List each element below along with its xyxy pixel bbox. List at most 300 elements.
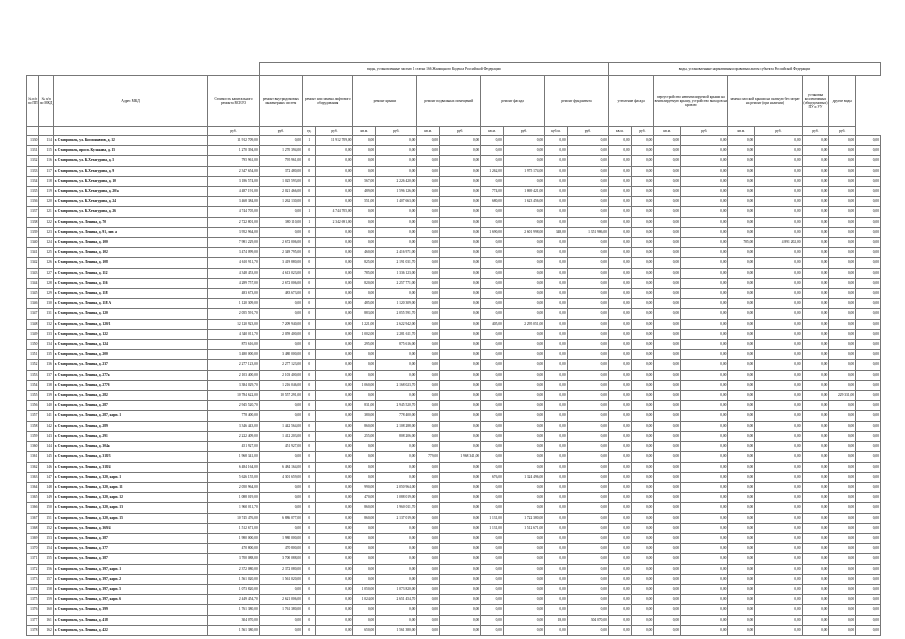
row-cell: 451 927,00 [208,442,260,452]
row-cell: 0 [303,319,316,329]
row-cell: 0,00 [545,360,568,370]
row-cell: 0,00 [440,391,481,401]
row-cell: 0,00 [631,482,654,492]
row-cell: 0,00 [545,442,568,452]
row-cell: 0,00 [631,360,654,370]
row-cell: 1 960 011,70 [208,503,260,513]
row-cell: 1 761 380,00 [208,605,260,615]
row-cell: 0,00 [631,268,654,278]
row-sub-number: 155 [39,554,53,564]
row-cell: 0,00 [608,329,631,339]
row-cell: 0,00 [353,574,376,584]
row-cell: 0,00 [755,472,802,482]
row-cell: 0,00 [503,442,544,452]
row-cell: 0,00 [503,146,544,156]
row-cell: 0,00 [567,156,608,166]
row-cell: 0,00 [316,309,353,319]
row-cell: 0,00 [681,564,728,574]
row-cell: 0,00 [440,584,481,594]
row-cell: 0,00 [856,146,881,156]
row-cell: 0,00 [417,370,440,380]
row-cell: 0,00 [856,207,881,217]
row-cell: 0,00 [631,544,654,554]
unit-cell: руб. [802,127,829,136]
row-cell: 0,00 [376,238,417,248]
row-cell: 0,00 [728,227,755,237]
row-cell: 0,00 [654,197,681,207]
row-cell: 3 700 088,00 [208,554,260,564]
row-cell: 0,00 [417,554,440,564]
row-cell: 0,00 [545,554,568,564]
row-cell: 0,00 [259,340,302,350]
row-cell: 0,00 [608,187,631,197]
row-cell: 0,00 [417,605,440,615]
row-cell: 0,00 [417,176,440,186]
row-cell: 0,00 [608,431,631,441]
row-cell: 0,00 [353,472,376,482]
row-number: 1330 [27,136,39,146]
row-cell: 0,00 [802,360,829,370]
row-number: 1335 [27,187,39,197]
table-row [27,533,881,543]
row-cell: 0,00 [681,523,728,533]
row-cell: 0,00 [681,207,728,217]
table-row [27,554,881,564]
row-cell: 0,00 [654,625,681,635]
row-number: 1336 [27,197,39,207]
row-address: г. Ставрополь, ул. К.Хетагурова, д. 20/а [53,187,208,197]
row-cell: 0,00 [567,319,608,329]
row-cell: 0,00 [755,391,802,401]
row-number: 1339 [27,227,39,237]
row-address: г. Ставрополь, ул. Ленина, д. 318/3 [53,452,208,462]
row-cell: 0,00 [417,513,440,523]
row-cell: 0,00 [608,584,631,594]
row-cell: 0,00 [681,421,728,431]
table-row [27,391,881,401]
row-cell: 0,00 [376,370,417,380]
row-cell: 0,00 [654,309,681,319]
row-cell: 0,00 [654,523,681,533]
row-cell: 0,00 [316,238,353,248]
row-cell: 0,00 [440,370,481,380]
row-cell: 0,00 [440,227,481,237]
table-row [27,176,881,186]
row-cell: 1 761 380,00 [259,605,302,615]
row-cell: 0,00 [802,370,829,380]
row-address: г. Ставрополь, ул. Ленина, д. 102 [53,248,208,258]
row-cell: 0,00 [829,472,856,482]
row-cell: 2 191 031,70 [376,258,417,268]
row-cell: 0,00 [608,574,631,584]
row-cell: 0,00 [654,615,681,625]
row-cell: 0,00 [316,584,353,594]
row-cell: 0,00 [654,289,681,299]
row-number: 1367 [27,513,39,523]
row-cell: 0,00 [440,595,481,605]
row-sub-number: 116 [39,156,53,166]
row-cell: 0,00 [353,166,376,176]
row-cell: 0,00 [353,391,376,401]
row-cell: 0,00 [631,350,654,360]
row-cell: 0,00 [608,595,631,605]
row-cell: 0,00 [440,493,481,503]
row-cell: 0,00 [631,340,654,350]
row-cell: 0,00 [728,136,755,146]
row-cell: 0,00 [802,625,829,635]
row-cell: 0,00 [631,187,654,197]
row-cell: 0,00 [417,533,440,543]
row-cell: 0,00 [681,248,728,258]
table-row [27,319,881,329]
row-sub-number: 151 [39,513,53,523]
row-cell: 0,00 [567,472,608,482]
table-row [27,615,881,625]
row-cell: 0,00 [567,176,608,186]
row-cell: 0,00 [654,411,681,421]
row-cell: 0,00 [654,268,681,278]
row-number: 1365 [27,493,39,503]
row-cell: 0,00 [567,299,608,309]
row-cell: 0,00 [802,258,829,268]
row-cell: 1 120 309,00 [208,299,260,309]
row-cell: 0,00 [755,156,802,166]
row-cell: 0,00 [608,268,631,278]
row-cell: 0,00 [417,299,440,309]
row-cell: 0,00 [567,309,608,319]
row-cell: 470,00 [353,493,376,503]
row-sub-number: 140 [39,401,53,411]
row-number: 1363 [27,472,39,482]
row-cell: 0,00 [631,207,654,217]
row-cell: 0,00 [503,584,544,594]
row-cell: 0,00 [353,289,376,299]
row-cell: 0,00 [316,554,353,564]
row-cell: 0,00 [481,493,504,503]
row-cell: 0,00 [856,462,881,472]
row-cell: 0,00 [755,533,802,543]
row-cell: 0,00 [654,207,681,217]
row-cell: 0,00 [608,248,631,258]
header-col-flat-roof: замена плоской крыши на скатную без затрат на ремонт (при наличии) [728,76,802,127]
row-cell: 0,00 [728,319,755,329]
row-cell: 18,00 [545,615,568,625]
row-cell: 0,00 [829,309,856,319]
row-cell: 0,00 [608,493,631,503]
row-cell: 0,00 [503,533,544,543]
row-cell: 0,00 [567,248,608,258]
row-cell: 0,00 [567,238,608,248]
row-cell: 0,00 [376,156,417,166]
row-cell: 1 512 671,00 [503,523,544,533]
row-cell: 3 700 088,00 [259,554,302,564]
row-cell: 831,00 [353,401,376,411]
row-cell: 0,00 [417,319,440,329]
table-row [27,217,881,227]
row-cell: 0,00 [417,207,440,217]
row-cell: 0,00 [802,187,829,197]
row-cell: 0,00 [856,625,881,635]
row-cell: 0,00 [681,503,728,513]
row-cell: 0,00 [856,238,881,248]
row-cell: 0,00 [608,258,631,268]
row-address: г. Ставрополь, ул. Ленина, д. 397, корп. 6 [53,595,208,605]
row-cell: 0,00 [681,554,728,564]
row-cell: 0,00 [545,523,568,533]
row-cell: 1 623 456,00 [503,197,544,207]
row-cell: 0,00 [654,442,681,452]
row-cell: 0,00 [481,533,504,543]
header-col-cost: Стоимость капитального ремонта ВСЕГО [208,76,260,127]
row-cell: 0,00 [728,513,755,523]
row-cell: 0,00 [481,482,504,492]
row-cell: 0,00 [728,401,755,411]
row-cell: 0,00 [316,503,353,513]
row-cell: 0,00 [802,411,829,421]
table-row [27,227,881,237]
row-cell: 0,00 [440,482,481,492]
row-number: 1358 [27,421,39,431]
row-cell: 0,00 [417,350,440,360]
row-cell: 0,00 [856,472,881,482]
row-cell: 0,00 [728,554,755,564]
row-cell: 0,00 [856,299,881,309]
row-cell: 0,00 [802,442,829,452]
row-cell: 0,00 [417,340,440,350]
row-cell: 0,00 [856,503,881,513]
row-cell: 1 060,00 [353,380,376,390]
row-cell: 0,00 [545,136,568,146]
row-cell: 0,00 [802,227,829,237]
table-row [27,421,881,431]
row-cell: 0,00 [802,533,829,543]
row-cell: 0,00 [681,238,728,248]
row-cell: 1 980 000,00 [208,533,260,543]
unit-cell: кв.м. [353,127,376,136]
row-cell: 0,00 [829,442,856,452]
row-cell: 0,00 [856,278,881,288]
row-cell: 0,00 [802,472,829,482]
row-cell: 0,00 [353,350,376,360]
row-sub-number: 144 [39,442,53,452]
row-cell: 0,00 [503,544,544,554]
row-cell: 0 [303,401,316,411]
header-blank [27,63,260,76]
row-cell: 0,00 [417,615,440,625]
row-cell: 1 722 380,00 [503,513,544,523]
row-cell: 1 960 011,70 [376,503,417,513]
row-cell: 0,00 [481,411,504,421]
row-cell: 1 690,00 [481,227,504,237]
row-cell: 990,00 [353,482,376,492]
row-cell: 808 206,00 [376,431,417,441]
row-cell: 0,00 [728,268,755,278]
row-number: 1332 [27,156,39,166]
row-cell: 0,00 [802,350,829,360]
row-cell: 0,00 [417,248,440,258]
row-cell: 0,00 [631,370,654,380]
row-cell: 0,00 [440,156,481,166]
row-cell: 0,00 [503,380,544,390]
table-row [27,503,881,513]
row-cell: 0,00 [316,146,353,156]
row-cell: 0 [303,472,316,482]
row-cell: 0,00 [755,380,802,390]
row-cell: 1 050,00 [353,584,376,594]
row-cell: 0,00 [631,289,654,299]
row-cell: 0,00 [440,533,481,543]
repair-program-table [26,62,881,636]
row-cell: 0,00 [503,493,544,503]
row-cell: 3 346 443,00 [208,421,260,431]
row-cell: 0,00 [545,584,568,594]
row-cell: 0,00 [440,401,481,411]
row-cell: 4 289 757,00 [208,278,260,288]
row-cell: 0,00 [856,513,881,523]
row-cell: 820,00 [353,278,376,288]
row-cell: 0,00 [829,401,856,411]
row-cell: 0,00 [829,431,856,441]
row-cell: 0,00 [802,401,829,411]
row-cell: 1 968 341,00 [208,452,260,462]
table-row [27,380,881,390]
row-cell: 0,00 [567,197,608,207]
row-cell: 0 [303,503,316,513]
row-cell: 567,00 [353,176,376,186]
row-cell: 0,00 [440,615,481,625]
row-cell: 0,00 [316,299,353,309]
row-cell: 0,00 [631,309,654,319]
row-cell: 0,00 [503,452,544,462]
row-cell: 0,00 [654,319,681,329]
row-number: 1334 [27,176,39,186]
row-cell: 0,00 [376,166,417,176]
row-cell: 0,00 [316,197,353,207]
row-cell: 0,00 [631,503,654,513]
row-cell: 1 561 020,00 [259,574,302,584]
row-cell: 0,00 [440,605,481,615]
row-cell: 0,00 [755,319,802,329]
row-cell: 0,00 [829,217,856,227]
row-address: г. Ставрополь, ул. Ленина, д. 387 [53,554,208,564]
row-number: 1366 [27,503,39,513]
row-cell: 0,00 [481,452,504,462]
unit-cell: кв.м. [608,127,631,136]
row-cell: 0,00 [755,278,802,288]
row-cell: 0,00 [654,248,681,258]
row-cell: 0,00 [376,136,417,146]
row-cell: 0,00 [728,156,755,166]
row-cell: 0,00 [755,187,802,197]
row-cell: 0,00 [503,156,544,166]
row-cell: 1 131,00 [481,513,504,523]
header-col-facade: ремонт фасада [481,76,545,127]
row-cell: 0,00 [545,462,568,472]
row-sub-number: 131 [39,309,53,319]
row-number: 1338 [27,217,39,227]
row-cell: 0,00 [608,615,631,625]
row-cell: 0,00 [567,350,608,360]
row-cell: 0,00 [567,421,608,431]
row-cell: 0,00 [728,482,755,492]
row-cell: 0,00 [681,584,728,594]
row-cell: 0,00 [654,452,681,462]
row-cell: 0 [303,513,316,523]
row-cell: 0,00 [417,227,440,237]
row-cell: 0,00 [755,523,802,533]
row-cell: 0,00 [829,360,856,370]
row-cell: 0,00 [802,584,829,594]
row-sub-number: 162 [39,625,53,635]
row-sub-number: 159 [39,595,53,605]
row-cell: 0,00 [654,166,681,176]
row-cell: 0,00 [567,554,608,564]
row-cell: 0,00 [440,268,481,278]
row-cell: 0,00 [856,329,881,339]
row-cell: 0,00 [608,482,631,492]
row-cell: 1 216 046,00 [259,380,302,390]
row-cell: 0,00 [545,340,568,350]
row-cell: 0,00 [567,431,608,441]
row-cell: 0,00 [545,380,568,390]
row-cell: 0,00 [681,625,728,635]
row-cell: 1 [303,136,316,146]
row-address: г. Ставрополь, ул. Ленина, д. 320, корп. 15 [53,513,208,523]
row-cell: 0,00 [681,360,728,370]
row-cell: 0,00 [259,523,302,533]
row-cell: 0,00 [856,380,881,390]
row-cell: 0,00 [316,258,353,268]
row-cell: 0,00 [856,574,881,584]
row-cell: 0,00 [545,299,568,309]
row-cell: 0,00 [503,268,544,278]
row-cell: 0,00 [567,360,608,370]
row-cell: 0,00 [545,401,568,411]
table-row [27,544,881,554]
row-cell: 2 168 023,70 [376,380,417,390]
row-cell: 0,00 [259,401,302,411]
units-row [27,127,881,136]
row-cell: 1 351 986,00 [567,227,608,237]
row-cell: 0,00 [829,187,856,197]
table-row [27,340,881,350]
row-cell: 0,00 [631,554,654,564]
row-cell: 0,00 [829,574,856,584]
row-cell: 0,00 [417,401,440,411]
row-cell: 0,00 [856,554,881,564]
row-cell: 0,00 [316,380,353,390]
row-cell: 0,00 [631,380,654,390]
row-cell: 0,00 [503,595,544,605]
row-cell: 0,00 [608,533,631,543]
row-cell: 0,00 [608,452,631,462]
row-cell: 0,00 [259,452,302,462]
row-cell: 0,00 [829,421,856,431]
row-cell: 0,00 [856,227,881,237]
row-cell: 0,00 [802,493,829,503]
row-cell: 0,00 [545,431,568,441]
row-cell: 0,00 [829,370,856,380]
row-cell: 0,00 [440,350,481,360]
row-cell: 4 613 023,00 [259,268,302,278]
row-cell: 0,00 [681,544,728,554]
header-col-meters: установка коллективных (общедомовых) ПУ и УУ [802,76,829,127]
row-cell: 0,00 [503,391,544,401]
row-cell: 0 [303,482,316,492]
row-number: 1357 [27,411,39,421]
row-cell: 0,00 [316,564,353,574]
row-cell: 0,00 [316,319,353,329]
